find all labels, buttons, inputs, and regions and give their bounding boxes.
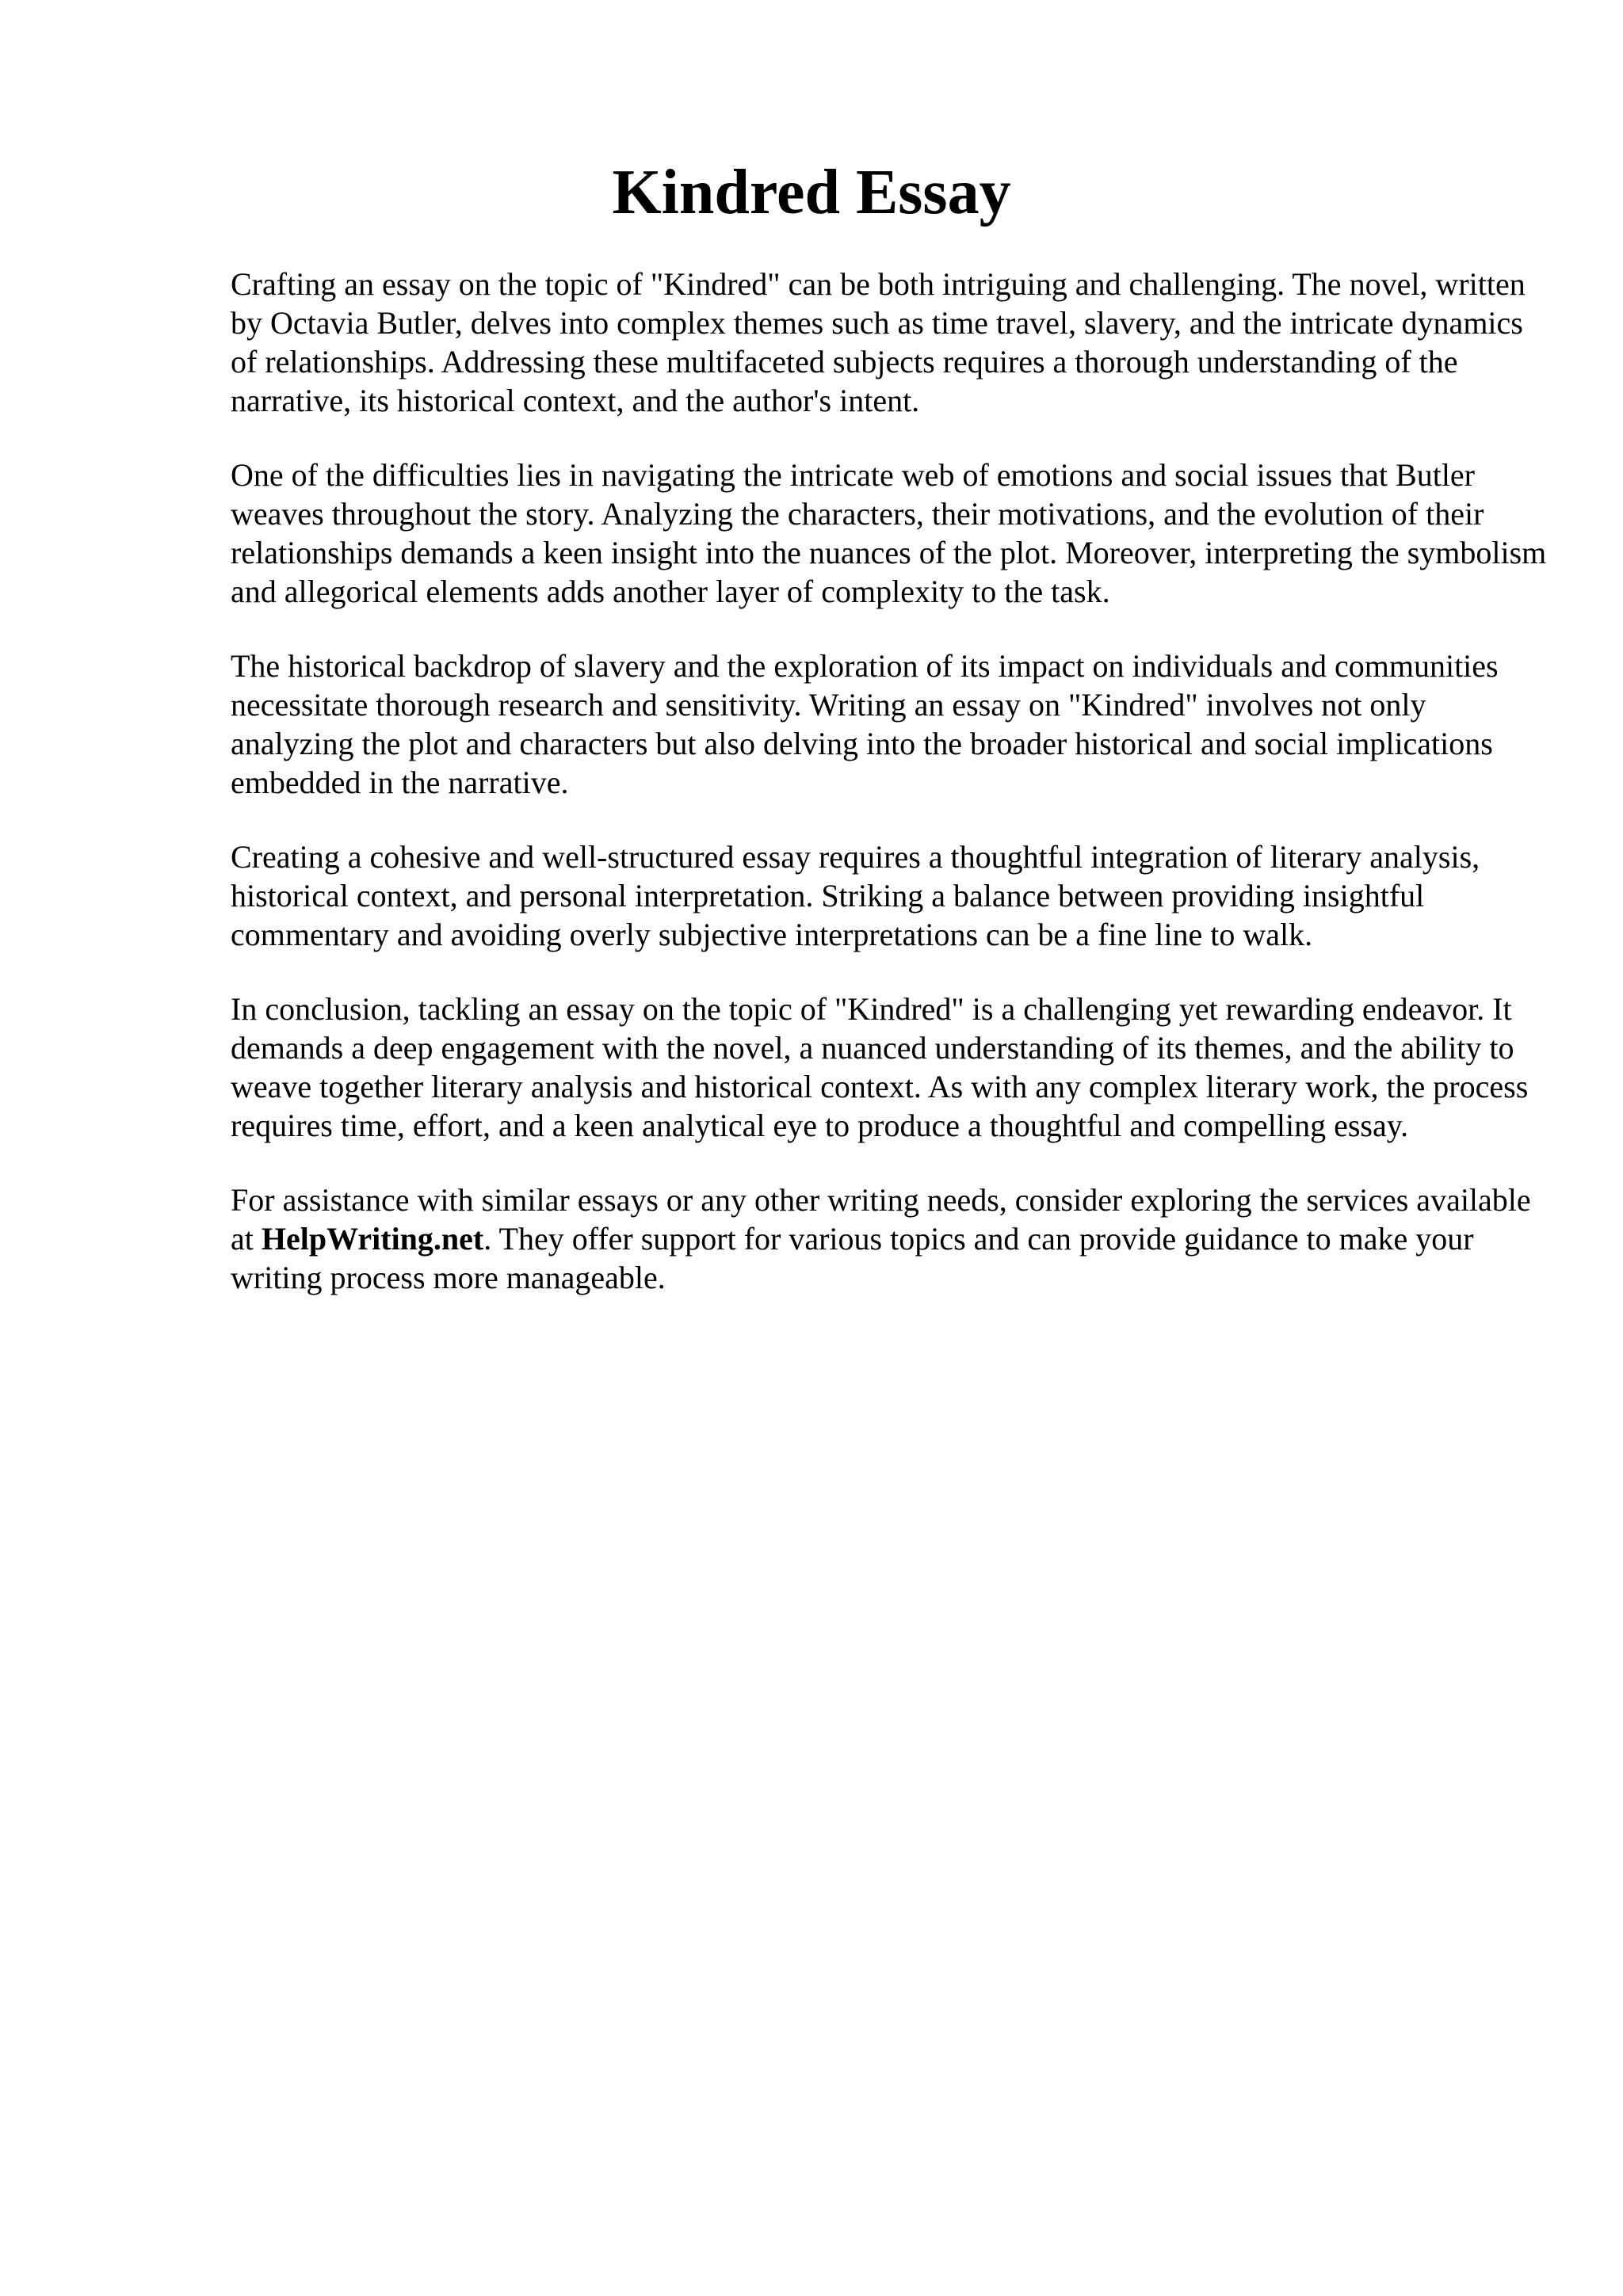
helpwriting-link[interactable]: HelpWriting.net [261,1221,484,1257]
paragraph-6-text-before: For assistance with similar essays or any other writing needs, consider exploring the services available at [231,1182,1531,1257]
paragraph-3: The historical backdrop of slavery and the exploration of its impact on individuals and communities necessitate thorough research and sensitivity. Writing an essay on "Kindred" involves not only analyzing the plot and characters but also delving into the broader historical and social implications embedded in the narrative. [231,648,1499,800]
paragraph-6-text-after: . They offer support for various topics and can provide guidance to make your writing process more manageable. [231,1221,1474,1295]
paragraph-2: One of the difficulties lies in navigating the intricate web of emotions and social issues that Butler weaves throughout the story. Analyzing the characters, their motivations, and the evolution of their relationships demands a keen insight into the nuances of the plot. Moreover, interpreting the symbolism and allegorical elements adds another layer of complexity to the task. [231,457,1547,609]
paragraph-5: In conclusion, tackling an essay on the topic of "Kindred" is a challenging yet rewarding endeavor. It demands a deep engagement with the novel, a nuanced understanding of its themes, and the ability to weave together literary analysis and historical context. As with any complex literary work, the process requires time, effort, and a keen analytical eye to produce a thoughtful and compelling essay. [231,991,1529,1143]
essay-body [231,265,1554,1333]
paragraph-6 [231,1180,1554,1297]
paragraph-4: Creating a cohesive and well-structured essay requires a thoughtful integration of literary analysis, historical context, and personal interpretation. Striking a balance between providing insightful commentary and avoiding overly subjective interpretations can be a fine line to walk. [231,839,1480,952]
page-title: Kindred Essay [612,158,1011,227]
paragraph-1: Crafting an essay on the topic of "Kindred" can be both intriguing and challenging. The novel, written by Octavia Butler, delves into complex themes such as time travel, slavery, and the intricate dynamics of relationships. Addressing these multifaceted subjects requires a thorough understanding of the narrative, its historical context, and the author's intent. [231,266,1526,418]
